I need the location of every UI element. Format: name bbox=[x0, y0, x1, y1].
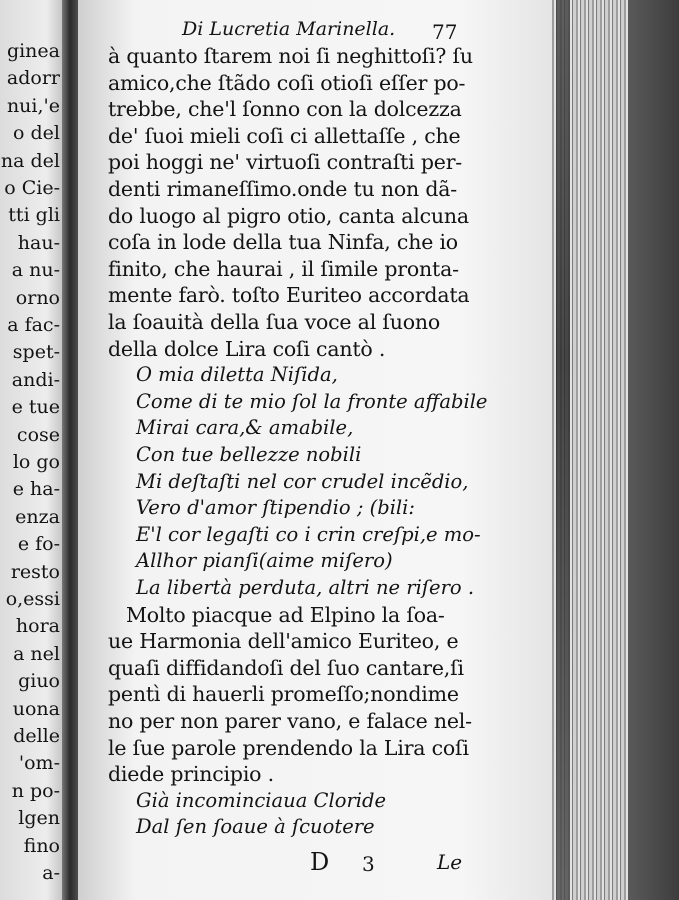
verse-line: Dal ſen ſoaue à ſcuotere bbox=[136, 815, 375, 839]
verse-line: Già incominciaua Cloride bbox=[136, 788, 387, 812]
prose-line: de' ſuoi mieli coſi ci allettaſſe , che bbox=[108, 123, 461, 148]
left-page-fragment: enza bbox=[15, 505, 60, 528]
verse-line: Mi deſtaſti nel cor crudel incẽdio, bbox=[136, 469, 469, 493]
left-page-fragment: a- bbox=[42, 862, 60, 884]
verse-line: Vero d'amor ſtipendio ; (bili: bbox=[136, 496, 415, 520]
left-page-fragment: e fo- bbox=[17, 533, 60, 556]
left-page-fragment: andi- bbox=[11, 368, 60, 391]
left-page-fragment: o del bbox=[13, 122, 60, 145]
prose-line: denti rimaneſſimo.onde tu non dã- bbox=[108, 177, 457, 201]
left-page-fragment: resto bbox=[10, 560, 60, 583]
left-page-fragment: a nu- bbox=[11, 259, 60, 282]
left-page-fragment: hora bbox=[15, 615, 60, 638]
left-page-fragment: lgen bbox=[18, 807, 60, 830]
left-page-fragment: tti gli bbox=[8, 204, 60, 227]
prose-line: no per non parer vano, e falace nel- bbox=[108, 709, 472, 733]
left-page-fragment: e tue bbox=[11, 396, 60, 419]
left-page-fragment: cose bbox=[16, 423, 60, 446]
verse-line: La libertà perduta, altri ne riſero . bbox=[136, 576, 475, 599]
left-page-fragment: spet- bbox=[12, 341, 60, 364]
signature-number: 3 bbox=[362, 852, 375, 876]
signature-letter: D bbox=[310, 848, 330, 876]
left-page-fragment: giuo bbox=[18, 670, 60, 693]
page-edge-shadow bbox=[556, 0, 570, 900]
prose-line: mente farò. toſto Euriteo accordata bbox=[108, 283, 470, 308]
prose-line: Molto piacque ad Elpino la ſoa- bbox=[126, 602, 445, 627]
left-page-fragment: a fac- bbox=[7, 314, 60, 336]
prose-line: poi hoggi ne' virtuoſi contraſti per- bbox=[108, 150, 463, 175]
left-page-fragment: o Cie- bbox=[4, 177, 60, 199]
verse-line: Allhor pianſi(aime miſero) bbox=[136, 549, 393, 573]
left-page-fragment: a nel bbox=[13, 642, 60, 665]
verse-line: O mia diletta Niſida, bbox=[136, 363, 338, 387]
backdrop bbox=[628, 0, 679, 900]
left-page-fragment: na del bbox=[0, 149, 60, 172]
left-page-fragment: uona bbox=[12, 697, 60, 720]
left-page-fragment: fino bbox=[23, 834, 60, 857]
verse-line: Con tue bellezze nobili bbox=[136, 443, 362, 466]
prose-line: finito, che haurai , il ſimile pronta- bbox=[108, 256, 459, 281]
left-page-fragment: orno bbox=[15, 286, 60, 309]
prose-line: diede principio . bbox=[108, 762, 274, 787]
prose-line: do luogo al pigro otio, canta alcuna bbox=[108, 203, 469, 228]
left-page-fragment: delle bbox=[13, 725, 60, 747]
prose-line: della dolce Lira coſi cantò . bbox=[108, 336, 386, 361]
catchword: Le bbox=[437, 850, 463, 874]
prose-line: pentì di hauerli promeſſo;nondime bbox=[108, 682, 459, 707]
left-page-fragment: lo go bbox=[12, 451, 60, 473]
left-page-fragment: hau- bbox=[17, 231, 60, 254]
running-header: Di Lucretia Marinella. bbox=[182, 18, 396, 40]
prose-line: quaſi diffidandoſi del ſuo cantare,ſi bbox=[108, 655, 464, 680]
left-page-fragment: 'om- bbox=[18, 752, 60, 775]
verse-line: E'l cor legaſti co i crin creſpi,e mo- bbox=[136, 522, 481, 546]
verse-line: Mirai cara,& amabile, bbox=[136, 416, 354, 440]
prose-line: à quanto ſtarem noi ſi neghittoſi? ſu bbox=[108, 44, 473, 68]
verse-line: Come di te mio ſol la fronte affabile bbox=[136, 389, 488, 413]
prose-line: le ſue parole prendendo la Lira coſi bbox=[108, 735, 469, 760]
prose-line: coſa in lode della tua Ninfa, che io bbox=[108, 230, 458, 255]
left-page-fragment: o,essi bbox=[5, 588, 60, 610]
prose-line: amico,che ſtãdo coſi otioſi eſſer po- bbox=[108, 70, 466, 95]
left-page-fragment: n po- bbox=[11, 779, 60, 802]
left-page bbox=[0, 0, 66, 900]
page-number: 77 bbox=[432, 20, 458, 44]
left-page-fragment: nui,'e bbox=[6, 94, 60, 117]
prose-line: ue Harmonia dell'amico Euriteo, e bbox=[108, 629, 459, 654]
prose-line: trebbe, che'l ſonno con la dolcezza bbox=[108, 97, 462, 122]
left-page-fragment: e ha- bbox=[12, 478, 60, 501]
left-page-fragment: ginea bbox=[6, 40, 60, 62]
left-page-fragment: adorr bbox=[6, 67, 60, 90]
prose-line: la ſoauità della ſua voce al ſuono bbox=[108, 310, 441, 334]
